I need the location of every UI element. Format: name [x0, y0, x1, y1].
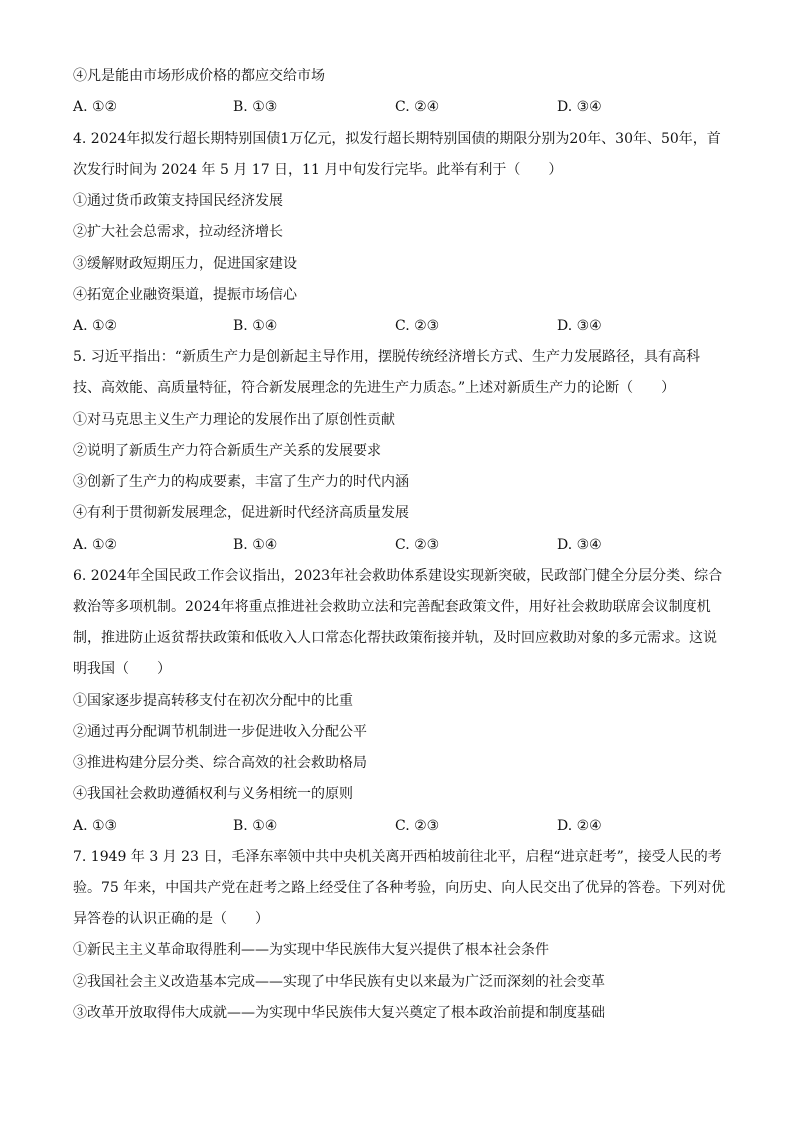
- option-c: C. ②④: [395, 99, 440, 115]
- option-b: B. ①④: [233, 818, 278, 834]
- option-a: A. ①③: [73, 818, 118, 834]
- q5-stem-line-2: 技、高效能、高质量特征，符合新发展理念的先进生产力质态。”上述对新质生产力的论断（ ）: [73, 380, 676, 396]
- q7-stem-line-3: 异答卷的认识正确的是（ ）: [73, 911, 269, 927]
- q7-item-3: ③改革开放取得伟大成就——为实现中华民族伟大复兴奠定了根本政治前提和制度基础: [73, 1005, 605, 1021]
- q6-stem-line-3: 制，推进防止返贫帮扶政策和低收入人口常态化帮扶政策衔接并轨，及时回应救助对象的多元需求。这说: [73, 630, 717, 646]
- q5-stem-line-1: 5. 习近平指出：“新质生产力是创新起主导作用，摆脱传统经济增长方式、生产力发展路径，具有高科: [73, 349, 700, 365]
- q5-item-1: ①对马克思主义生产力理论的发展作出了原创性贡献: [73, 412, 395, 428]
- q4-item-4: ④拓宽企业融资渠道，提振市场信心: [73, 287, 297, 303]
- option-a: A. ①②: [73, 99, 118, 115]
- option-d: D. ③④: [557, 99, 602, 115]
- q7-stem-line-1: 7. 1949 年 3 月 23 日，毛泽东率领中共中央机关离开西柏坡前往北平，启程“进京赶考”，接受人民的考: [73, 849, 722, 865]
- option-a: A. ①②: [73, 537, 118, 553]
- option-d: D. ③④: [557, 537, 602, 553]
- q6-item-4: ④我国社会救助遵循权利与义务相统一的原则: [73, 786, 353, 802]
- q7-item-1: ①新民主主义革命取得胜利——为实现中华民族伟大复兴提供了根本社会条件: [73, 942, 549, 958]
- q4-stem-line-2: 次发行时间为 2024 年 5 月 17 日，11 月中旬发行完毕。此举有利于（ ）: [73, 162, 563, 178]
- option-d: D. ②④: [557, 818, 602, 834]
- q5-item-3: ③创新了生产力的构成要素，丰富了生产力的时代内涵: [73, 474, 409, 490]
- q6-item-3: ③推进构建分层分类、综合高效的社会救助格局: [73, 755, 367, 771]
- q6-item-1: ①国家逐步提高转移支付在初次分配中的比重: [73, 693, 353, 709]
- option-b: B. ①④: [233, 537, 278, 553]
- q4-item-3: ③缓解财政短期压力，促进国家建设: [73, 256, 297, 272]
- q6-stem-line-1: 6. 2024年全国民政工作会议指出，2023年社会救助体系建设实现新突破，民政部门健全分层分类、综合: [73, 568, 723, 584]
- q4-stem-line-1: 4. 2024年拟发行超长期特别国债1万亿元，拟发行超长期特别国债的期限分别为20年、30年、50年，首: [73, 131, 721, 147]
- option-b: B. ①④: [233, 318, 278, 334]
- option-c: C. ②③: [395, 318, 440, 334]
- q4-item-1: ①通过货币政策支持国民经济发展: [73, 193, 283, 209]
- q6-stem-line-4: 明我国（ ）: [73, 661, 171, 677]
- option-c: C. ②③: [395, 537, 440, 553]
- q7-stem-line-2: 验。75 年来，中国共产党在赶考之路上经受住了各种考验，向历史、向人民交出了优异的答卷。下列对优: [73, 880, 726, 896]
- q7-item-2: ②我国社会主义改造基本完成——实现了中华民族有史以来最为广泛而深刻的社会变革: [73, 974, 605, 990]
- option-b: B. ①③: [233, 99, 278, 115]
- q5-item-4: ④有利于贯彻新发展理念，促进新时代经济高质量发展: [73, 505, 409, 521]
- prev-item-4: ④凡是能由市场形成价格的都应交给市场: [73, 68, 325, 84]
- option-c: C. ②③: [395, 818, 440, 834]
- option-d: D. ③④: [557, 318, 602, 334]
- q5-item-2: ②说明了新质生产力符合新质生产关系的发展要求: [73, 443, 381, 459]
- q6-item-2: ②通过再分配调节机制进一步促进收入分配公平: [73, 724, 367, 740]
- option-a: A. ①②: [73, 318, 118, 334]
- q4-item-2: ②扩大社会总需求，拉动经济增长: [73, 224, 283, 240]
- q6-stem-line-2: 救治等多项机制。2024年将重点推进社会救助立法和完善配套政策文件，用好社会救助联席会议制度机: [73, 599, 711, 615]
